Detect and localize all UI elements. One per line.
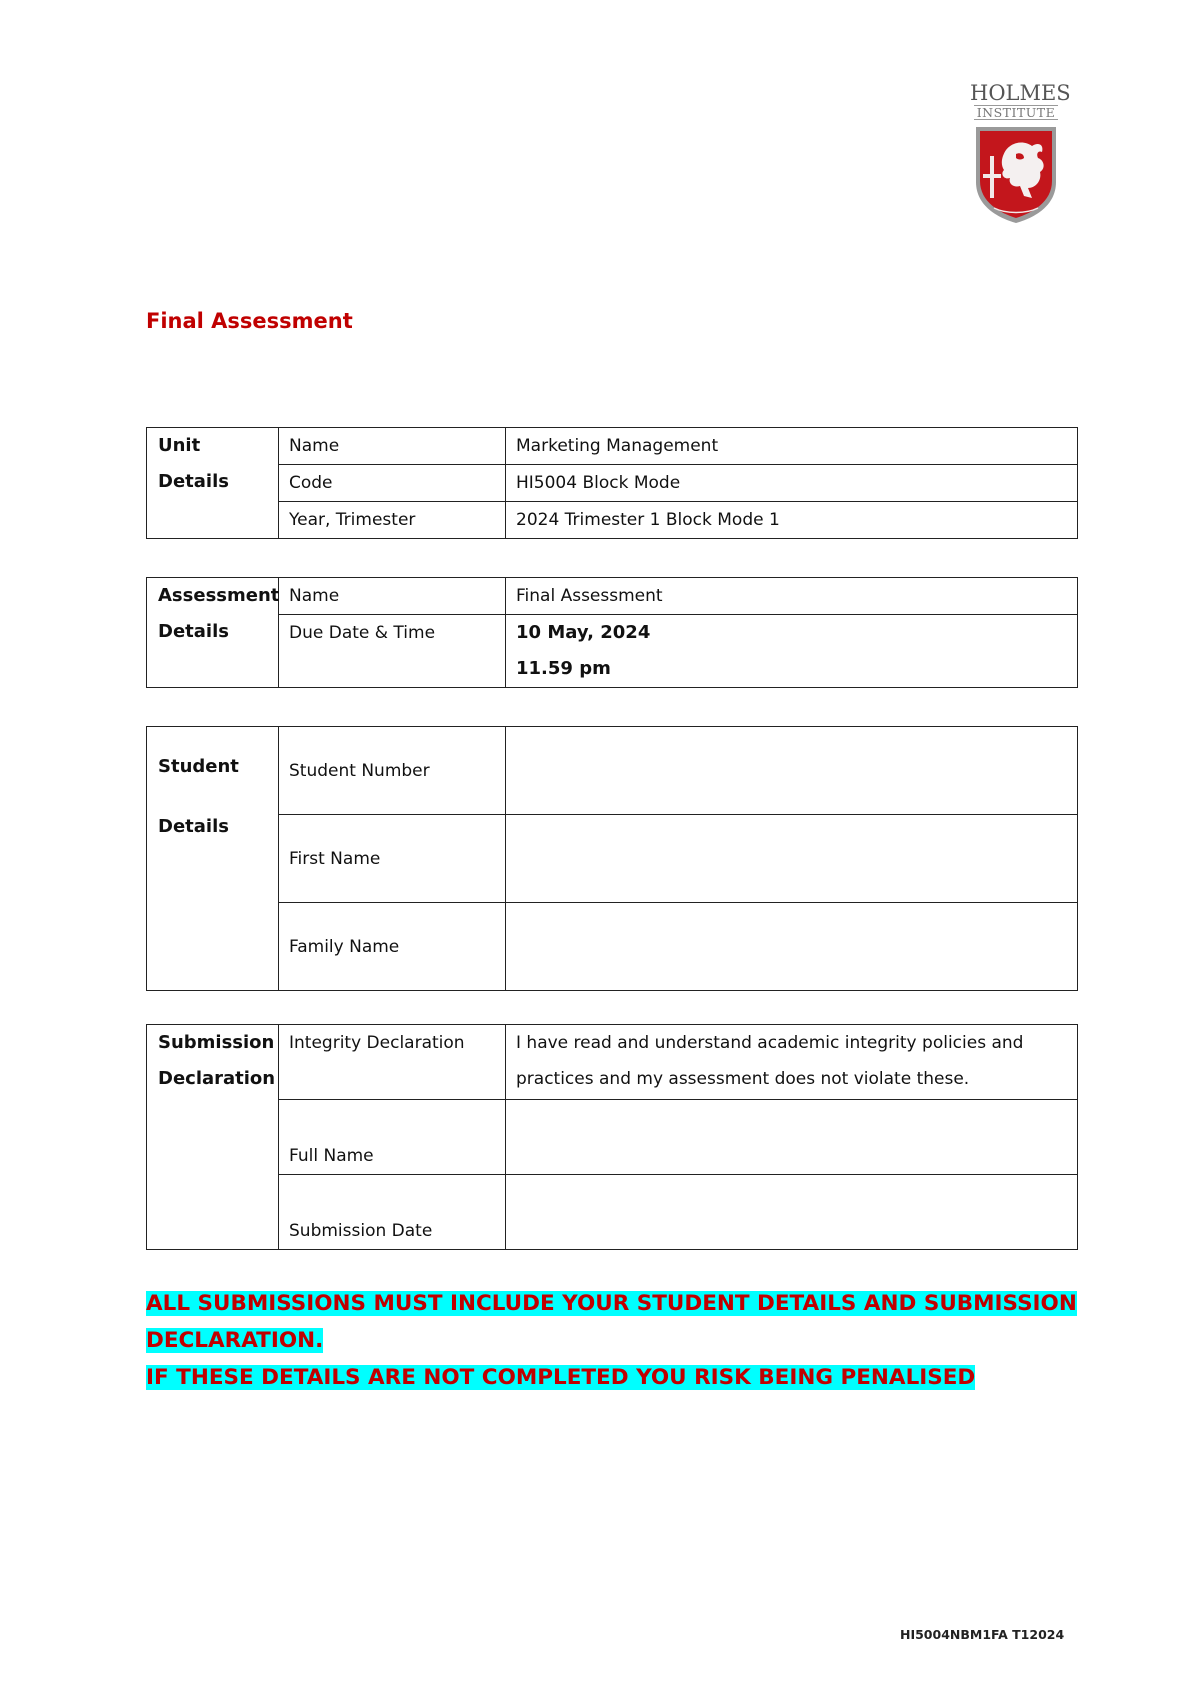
submission-warning	[146, 1285, 1086, 1396]
warning-line-2: DECLARATION.	[146, 1328, 324, 1353]
document-code-footer: HI5004NBM1FA T12024	[900, 1627, 1065, 1642]
submission-date-field[interactable]	[506, 1175, 1078, 1250]
unit-details-header: Unit Details	[147, 428, 279, 539]
due-date: 10 May, 2024	[516, 622, 651, 643]
warning-line-3: IF THESE DETAILS ARE NOT COMPLETED YOU RISK BEING PENALISED	[146, 1365, 976, 1390]
family-name-field[interactable]	[506, 903, 1078, 991]
family-name-label: Family Name	[279, 903, 506, 991]
assessment-name-label: Name	[279, 578, 506, 615]
holmes-institute-logo	[970, 81, 1071, 225]
logo-sub: INSTITUTE	[974, 105, 1058, 120]
due-date-label: Due Date & Time	[279, 615, 506, 688]
unit-name-value: Marketing Management	[506, 428, 1078, 465]
warning-line-1: ALL SUBMISSIONS MUST INCLUDE YOUR STUDENT DETAILS AND SUBMISSION	[146, 1291, 1077, 1316]
full-name-label: Full Name	[279, 1100, 506, 1175]
assessment-details-header: Assessment Details	[147, 578, 279, 688]
integrity-declaration-label: Integrity Declaration	[279, 1025, 506, 1100]
first-name-label: First Name	[279, 815, 506, 903]
unit-code-value: HI5004 Block Mode	[506, 465, 1078, 502]
unit-name-label: Name	[279, 428, 506, 465]
logo-name: HOLMES	[970, 81, 1071, 105]
due-time: 11.59 pm	[516, 658, 611, 679]
unit-year-value: 2024 Trimester 1 Block Mode 1	[506, 502, 1078, 539]
submission-declaration-table	[146, 1024, 1078, 1250]
unit-code-label: Code	[279, 465, 506, 502]
holmes-crest-icon	[972, 124, 1060, 225]
student-number-label: Student Number	[279, 727, 506, 815]
unit-details-table	[146, 427, 1078, 539]
page-title: Final Assessment	[146, 309, 353, 333]
assessment-name-value: Final Assessment	[506, 578, 1078, 615]
integrity-declaration-text: I have read and understand academic integrity policies and practices and my assessment does not violate these.	[506, 1025, 1078, 1100]
student-details-table	[146, 726, 1078, 991]
student-number-field[interactable]	[506, 727, 1078, 815]
due-date-value	[506, 615, 1078, 688]
first-name-field[interactable]	[506, 815, 1078, 903]
submission-declaration-header: Submission Declaration	[147, 1025, 279, 1250]
submission-date-label: Submission Date	[279, 1175, 506, 1250]
full-name-field[interactable]	[506, 1100, 1078, 1175]
student-details-header: Student Details	[147, 727, 279, 991]
assessment-details-table	[146, 577, 1078, 688]
unit-year-label: Year, Trimester	[279, 502, 506, 539]
